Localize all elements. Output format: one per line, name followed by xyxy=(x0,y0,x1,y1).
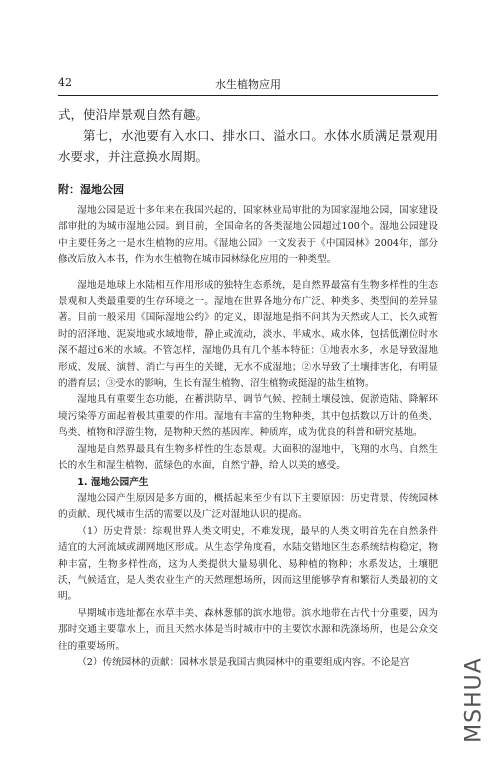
page-number: 42 xyxy=(58,76,72,89)
subsection-heading: 1. 湿地公园产生 xyxy=(77,476,149,488)
item-label: （1）历史背景： xyxy=(77,525,153,537)
paragraph-seventh: 第七，水池要有入水口、排水口、溢水口。水体水质满足景观用水要求，并注意换水周期。 xyxy=(58,128,438,164)
subsection-intro: 湿地公园产生原因是多方面的，概括起来至少有以下主要原因：历史背景、传统园林的贡献、现代城市生活的需要以及广泛对湿地认识的提高。 xyxy=(58,492,438,521)
header-rule xyxy=(58,95,438,96)
running-title: 水生植物应用 xyxy=(215,78,281,91)
item-text: 早期城市选址都在水草丰美、森林葱郁的滨水地带。滨水地带在古代十分重要，因为那时交通主要靠水上，而且天然水体是当时城市中的主要饮水源和洗涤场所，也是公众交往的重要场所。 xyxy=(58,607,438,652)
watermark: MSHUA xyxy=(461,657,487,743)
appendix-intro: 湿地公园是近十多年来在我国兴起的，国家林业局审批的为国家湿地公园，国家建设部审批的为城市湿地公园。到目前，全国命名的各类湿地公园超过100个。湿地公园建设中主要任务之一是水生植物的应用。《湿地公园》一文发表于《中国园林》2004年，部分修改后放入本书，作为水生植物在城市园林绿化应用的一种类型。 xyxy=(58,205,438,266)
list-item-history xyxy=(58,524,438,606)
page-body xyxy=(58,104,438,671)
list-item-traditional-gardens xyxy=(58,655,438,671)
list-item-waterfront xyxy=(58,606,438,655)
continued-paragraph: 式，使沿岸景观自然有趣。 xyxy=(58,107,209,122)
item-text: 园林水景是我国古典园林中的重要组成内容。不论是宫 xyxy=(179,656,410,668)
wetland-definition-paragraph: 湿地是地球上水陆相互作用形成的独特生态系统，是自然界最富有生物多样性的生态景观和人类最重要的生存环境之一。湿地在世界各地分布广泛、种类多、类型间的差异显著。目前一般采用《国际湿地公约》的定义，即湿地是指不问其为天然或人工、长久或暂时的沼泽地、泥炭地或水域地带，静止或流动，淡水、半咸水、咸水体，包括低潮位时水深不超过6米的水域。不管怎样，湿地仍具有几个基本特征：①地表水多，水是导致湿地形成、发展、演替、消亡与再生的关键，无水不成湿地；②水导致了土壤排害化，有明显的潜育层；③受水的影响，生长有湿生植物、沼生植物或挺湿的盐生植物。 xyxy=(58,279,438,390)
appendix-title: 附：湿地公园 xyxy=(58,183,124,196)
item-label: （2）传统园林的贡献： xyxy=(77,656,180,668)
wetland-function-paragraph: 湿地具有重要生态功能，在蓄洪防旱、调节气候、控制土壤侵蚀、促淤造陆、降解环境污染等方面起着极其重要的作用。湿地有丰富的生物种类，其中包括数以万计的鱼类、鸟类、植物和浮游生物，是物种天然的基因库、种质库，成为优良的科普和研究基地。 xyxy=(58,394,438,439)
page-header xyxy=(58,76,438,92)
wetland-beauty-paragraph: 湿地是自然界最具有生物多样性的生态景观。大面积的湿地中，飞翔的水鸟、自然生长的水生和湿生植物、蓝绿色的水面，自然宁静，给人以美的感受。 xyxy=(58,443,438,472)
item-text: 综观世界人类文明史，不难发现，最早的人类文明首先在自然条件适宜的大河流域或湖网地区形成。从生态学角度看，水陆交错地区生态系统结构稳定，物种丰富，生物多样性高，这为人类提供大量易驯化、易种植的物种；水系发达，土壤肥沃，气候适宜，是人类农业生产的天然理想场所，因而这里能够孕育和繁衍人类最初的文明。 xyxy=(58,525,439,603)
